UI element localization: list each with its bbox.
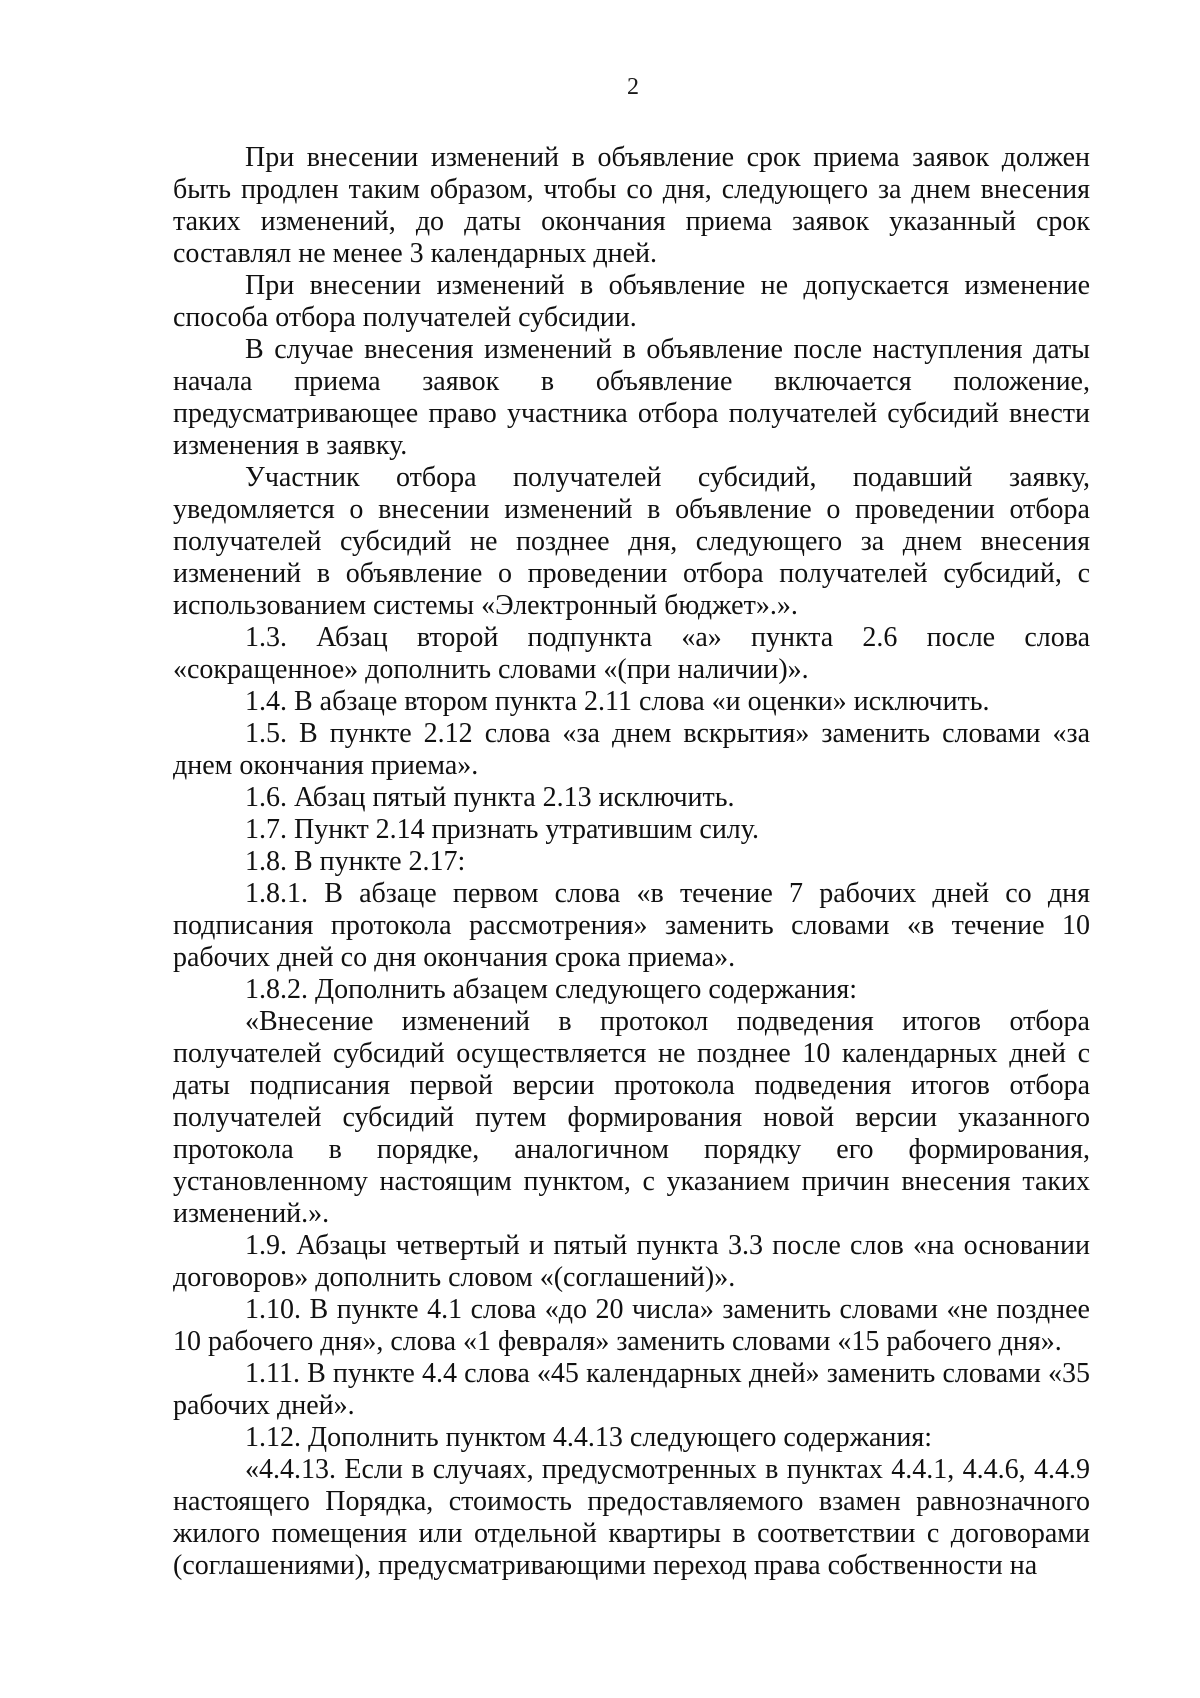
paragraph-1-9: 1.9. Абзацы четвертый и пятый пункта 3.3 после слов «на основании договоров» дополнить словом «(соглашений)». [173, 1230, 1090, 1293]
paragraph-1-4: 1.4. В абзаце втором пункта 2.11 слова «и оценки» исключить. [245, 686, 990, 717]
paragraph-1-8-1: 1.8.1. В абзаце первом слова «в течение 7 рабочих дней со дня подписания протокола рассмотрения» заменить словами «в течение 10 рабочих дней со дня окончания срока приема». [173, 878, 1090, 973]
page-number: 2 [627, 74, 639, 100]
paragraph-1-10: 1.10. В пункте 4.1 слова «до 20 числа» заменить словами «не позднее 10 рабочего дня», слова «1 февраля» заменить словами «15 рабочего дня». [173, 1294, 1090, 1357]
paragraph-amendment-deadline: При внесении изменений в объявление срок приема заявок должен быть продлен таким образом, чтобы со дня, следующего за днем внесения таких изменений, до даты окончания приема заявок указанный срок составлял не менее 3 календарных дней. [173, 142, 1090, 269]
paragraph-4-4-13: «4.4.13. Если в случаях, предусмотренных в пунктах 4.4.1, 4.4.6, 4.4.9 настоящего Порядка, стоимость предоставляемого взамен равнозначного жилого помещения или отдельной квартиры в соответствии с договорами (соглашениями), предусматривающими переход права собственности на [173, 1454, 1090, 1581]
paragraph-1-8: 1.8. В пункте 2.17: [245, 846, 466, 877]
paragraph-1-6: 1.6. Абзац пятый пункта 2.13 исключить. [245, 782, 735, 813]
paragraph-amendment-after-start: В случае внесения изменений в объявление после наступления даты начала приема заявок в объявление включается положение, предусматривающее право участника отбора получателей субсидий внести изменения в заявку. [173, 334, 1090, 461]
document-body [173, 142, 1090, 1582]
paragraph-1-5: 1.5. В пункте 2.12 слова «за днем вскрытия» заменить словами «за днем окончания приема». [173, 718, 1090, 781]
paragraph-1-7: 1.7. Пункт 2.14 признать утратившим силу. [245, 814, 759, 845]
paragraph-1-3: 1.3. Абзац второй подпункта «а» пункта 2.6 после слова «сокращенное» дополнить словами «(при наличии)». [173, 622, 1090, 685]
paragraph-1-8-2: 1.8.2. Дополнить абзацем следующего содержания: [245, 974, 858, 1005]
paragraph-1-11: 1.11. В пункте 4.4 слова «45 календарных дней» заменить словами «35 рабочих дней». [173, 1358, 1090, 1421]
paragraph-1-12: 1.12. Дополнить пунктом 4.4.13 следующего содержания: [245, 1422, 933, 1453]
paragraph-protocol-amendment: «Внесение изменений в протокол подведения итогов отбора получателей субсидий осуществляется не позднее 10 календарных дней с даты подписания первой версии протокола подведения итогов отбора получателей субсидий путем формирования новой версии указанного протокола в порядке, аналогичном порядку его формирования, установленному настоящим пунктом, с указанием причин внесения таких изменений.». [173, 1006, 1090, 1229]
paragraph-participant-notice: Участник отбора получателей субсидий, подавший заявку, уведомляется о внесении изменений в объявление о проведении отбора получателей субсидий не позднее дня, следующего за днем внесения изменений в объявление о проведении отбора получателей субсидий, с использованием системы «Электронный бюджет».». [173, 462, 1090, 621]
paragraph-selection-method: При внесении изменений в объявление не допускается изменение способа отбора получателей субсидии. [173, 270, 1090, 333]
